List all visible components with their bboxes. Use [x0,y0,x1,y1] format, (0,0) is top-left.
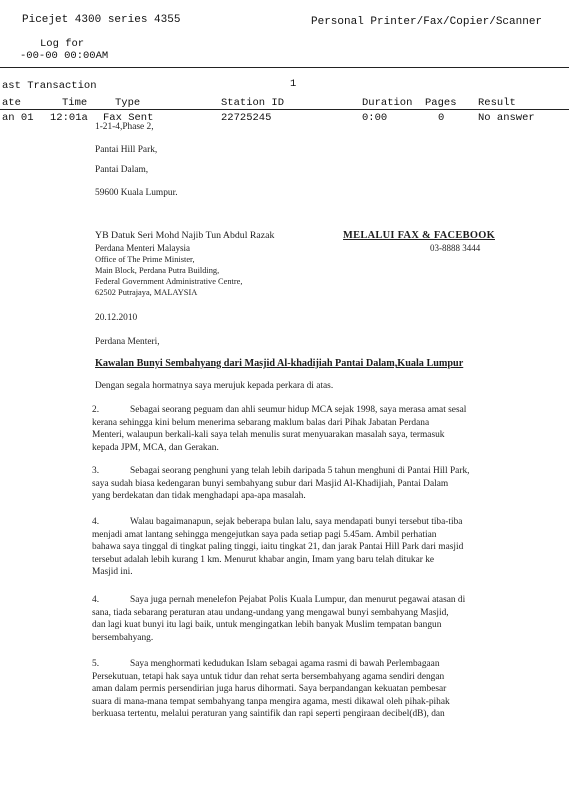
fax-col-date: ate [2,97,21,109]
paragraph-line: tersebut adalah lebih kurang 1 km. Menurut khabar angin, Imam yang baru telah ditukar ke [92,554,435,565]
delivery-label: MELALUI FAX & FACEBOOK [343,230,495,241]
paragraph-line: Sebagai seorang peguam dan ahli seumur hidup MCA sejak 1998, saya merasa amat sesal [130,405,467,415]
letter-subject: Kawalan Bunyi Sembahyang dari Masjid Al-khadijiah Pantai Dalam,Kuala Lumpur [95,358,464,369]
fax-page-number: 1 [290,78,297,90]
paragraph-number: 3. [92,466,100,476]
paragraph-line: berkuasa tertentu, melalui peraturan yang saintifik dan rapi seperti pengiraan decibel(dB), dan [92,709,445,720]
paragraph-line: Masjid ini. [92,567,133,578]
paragraph-line: suara di mana-mana tempat sembahyang tanpa mengira agama, mesti dikawal oleh pihak-pihak [92,696,450,707]
letter-intro: Dengan segala hormatnya saya merujuk kepada perkara di atas. [95,381,334,391]
fax-col-station: Station ID [221,97,285,109]
recipient-title: Perdana Menteri Malaysia [95,243,190,253]
paragraph-line: Menteri, walaupun berkali-kali saya telah menulis surat menyuarakan masalah saya, termasuk [92,430,445,441]
letter-paragraph [92,516,517,579]
fax-row-station: 22725245 [221,112,272,124]
fax-row-duration: 0:00 [362,112,388,124]
recipient-name: YB Datuk Seri Mohd Najib Tun Abdul Razak [95,230,275,241]
sender-address-line: Pantai Hill Park, [95,145,158,155]
letter-paragraph [92,404,517,454]
paragraph-line: sana, tiada sebarang peraturan atau undang-undang yang mengawal bunyi sembahyang Masjid, [92,607,449,618]
letter-paragraph [92,465,517,503]
paragraph-line: Saya juga pernah menelefon Pejabat Polis Kuala Lumpur, dan menurut pegawai atasan di [130,595,466,605]
paragraph-number: 4. [92,595,100,605]
letter-date: 20.12.2010 [95,313,138,323]
fax-row-pages: 0 [438,112,445,124]
paragraph-line: bahawa saya tinggal di tingkat paling tinggi, iaitu tingkat 21, dan jarak Pantai Hill Park dari masjid [92,542,464,553]
paragraph-line: saya sudah biasa kedengaran bunyi sembahyang subur dari Masjid Al-Khadijiah, Pantai Dalam [92,478,449,489]
paragraph-line: bersembahyang. [92,632,154,643]
paragraph-number: 5. [92,659,100,669]
recipient-address-line: 62502 Putrajaya, MALAYSIA [95,288,198,297]
paragraph-number: 2. [92,405,100,415]
fax-device-type: Personal Printer/Fax/Copier/Scanner [311,16,543,28]
paragraph-line: aman dalam permis persendirian juga harus dihormati. Saya berpandangan kekuatan pembesar [92,684,447,695]
fax-log-date: -00-00 00:00AM [20,50,109,62]
fax-col-type: Type [115,97,141,109]
recipient-address-line: Federal Government Administrative Centre, [95,277,243,286]
paragraph-line: dan lagi kuat bunyi itu lagi baik, untuk mengingatkan lebih banyak Muslim tempatan bangun [92,620,442,631]
letter-paragraph [92,658,517,721]
fax-divider-top [0,67,569,68]
fax-row-result: No answer [478,112,535,124]
paragraph-line: Sebagai seorang penghuni yang telah lebih daripada 5 tahun menghuni di Pantai Hill Park, [130,466,470,476]
fax-col-time: Time [62,97,88,109]
fax-section-title: ast Transaction [2,80,97,92]
fax-col-pages: Pages [425,97,457,109]
fax-col-result: Result [478,97,516,109]
fax-row-type: Fax Sent [103,112,154,124]
paragraph-line: Saya menghormati kedudukan Islam sebagai agama rasmi di bawah Perlembagaan [130,659,440,669]
fax-row-date: an 01 [2,112,34,124]
fax-col-duration: Duration [362,97,413,109]
sender-address-line: 59600 Kuala Lumpur. [95,188,178,198]
paragraph-line: yang berdekatan dan tidak menghadapi apa-apa masalah. [92,491,306,502]
fax-row-time: 12:01a [50,112,88,124]
letter-paragraph [92,594,517,644]
sender-address-line: Pantai Dalam, [95,165,149,175]
paragraph-line: kerana sehingga kini belum menerima sebarang maklum balas dari Pihak Jabatan Perdana [92,417,430,428]
paragraph-line: menjadi amat lantang sehingga mengejutkan saya pada setiap pagi 5.45am. Ambil perhatian [92,529,437,540]
paragraph-line: kepada JPM, MCA, dan Gerakan. [92,442,219,453]
recipient-address-line: Office of The Prime Minister, [95,255,195,264]
delivery-fax-number: 03-8888 3444 [430,243,481,253]
salutation: Perdana Menteri, [95,337,160,347]
sender-address-line: 1-21-4,Phase 2, [95,122,154,132]
paragraph-line: Persekutuan, tetapi hak saya untuk tidur dan rehat serta bersembahyang agama sendiri dengan [92,671,445,682]
fax-device-name: Picejet 4300 series 4355 [22,14,181,26]
paragraph-line: Walau bagaimanapun, sejak beberapa bulan lalu, saya mendapati bunyi tersebut tiba-tiba [130,517,463,527]
fax-divider-mid [0,109,569,110]
recipient-address-line: Main Block, Perdana Putra Building, [95,266,220,275]
fax-log-title: Log for [40,38,85,50]
paragraph-number: 4. [92,517,100,527]
